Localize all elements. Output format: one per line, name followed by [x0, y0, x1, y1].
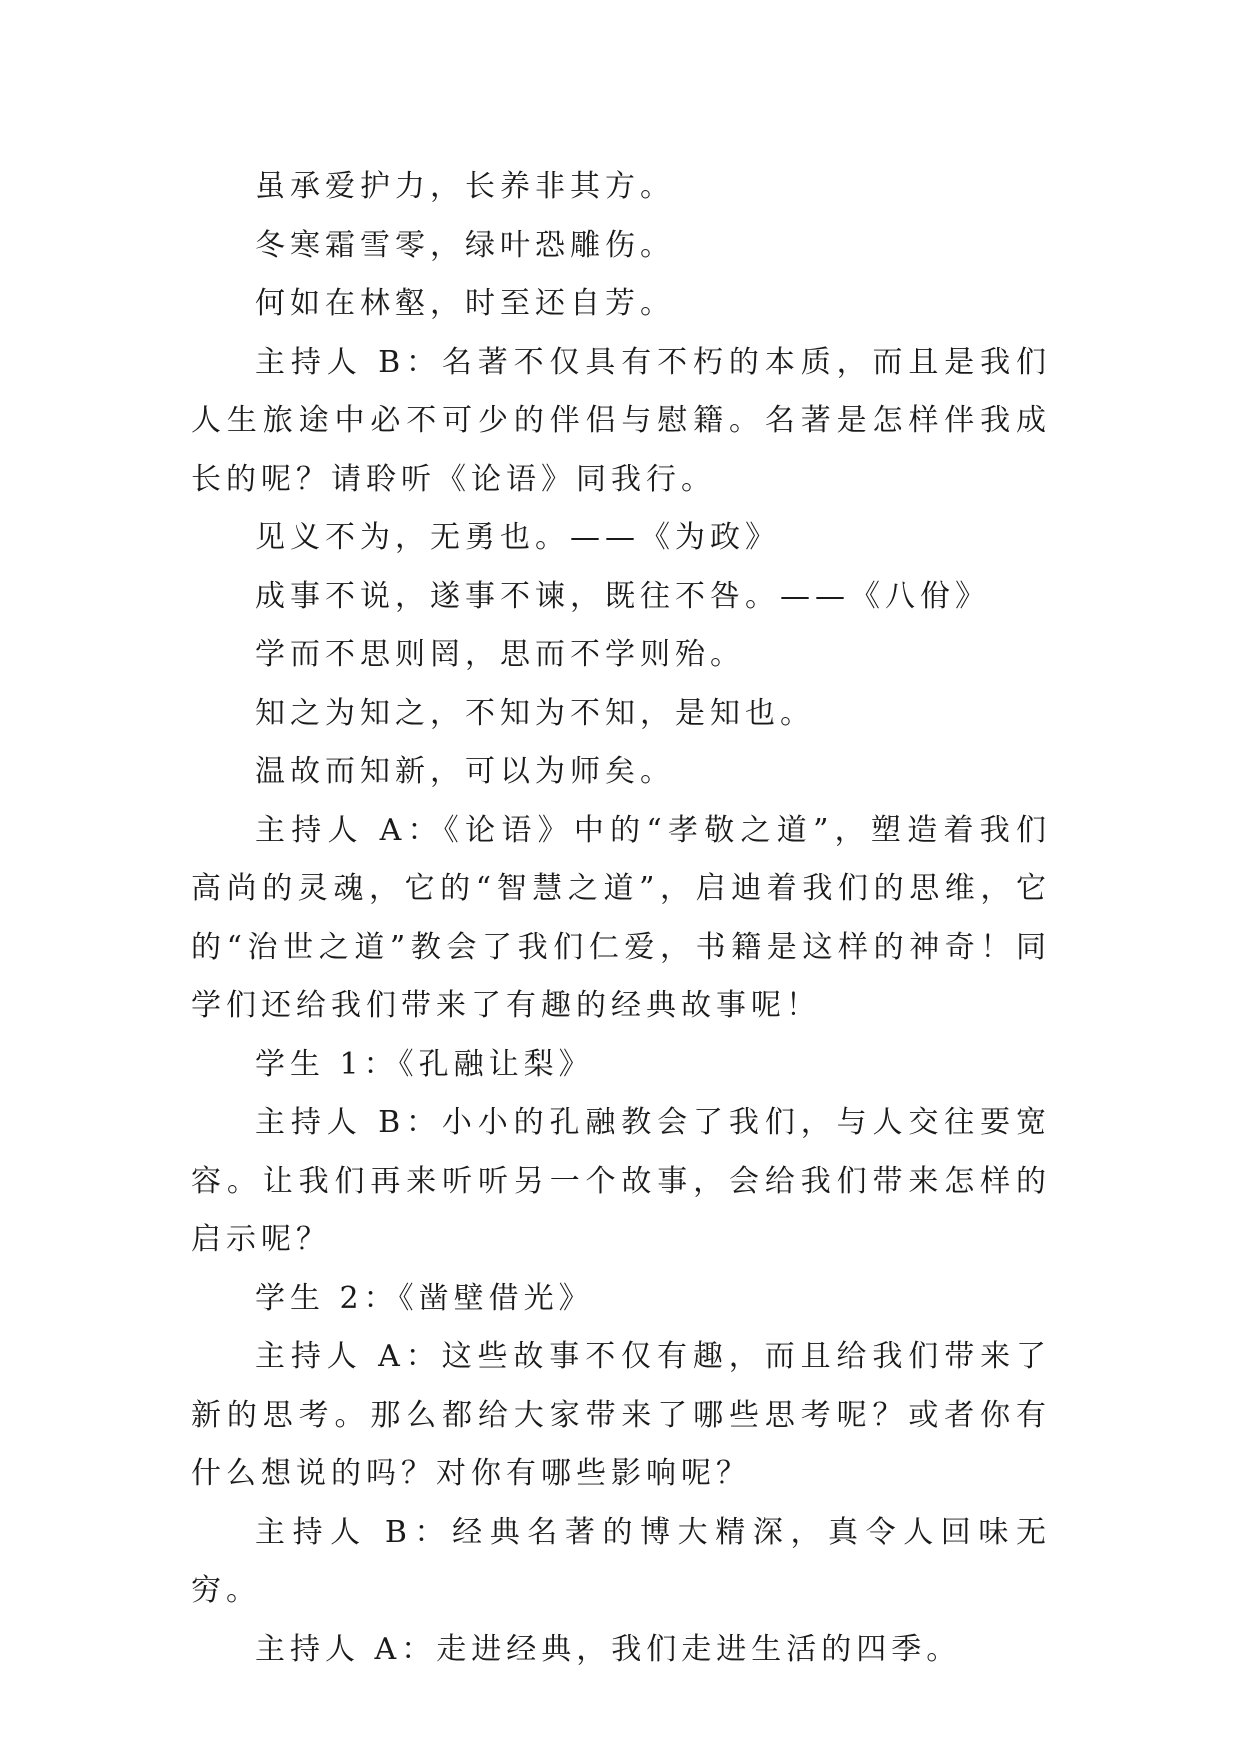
student-1-story: 学生 1：《孔融让梨》 — [255, 1046, 594, 1082]
host-a-lunyu-summary: 主持人 A：《论语》中的“孝敬之道”，塑造着我们高尚的灵魂，它的“智慧之道”，启迪着我们的思维，它的“治世之道”教会了我们仁爱，书籍是这样的神奇！同学们还给我们带来了有趣的经典故事呢！ — [191, 812, 1051, 1023]
poem-line-1: 虽承爱护力，长养非其方。 — [255, 169, 675, 204]
document-page — [191, 158, 1051, 1679]
student-2-story: 学生 2：《凿壁借光》 — [255, 1280, 594, 1316]
quote-bayi: 成事不说，遂事不谏，既往不咎。——《八佾》 — [255, 578, 990, 614]
host-a-reflection: 主持人 A：这些故事不仅有趣，而且给我们带来了新的思考。那么都给大家带来了哪些思考呢？或者你有什么想说的吗？对你有哪些影响呢？ — [191, 1339, 1051, 1491]
host-a-closing: 主持人 A：走进经典，我们走进生活的四季。 — [255, 1631, 962, 1667]
host-b-closing: 主持人 B：经典名著的博大精深，真令人回味无穷。 — [191, 1514, 1051, 1608]
host-b-intro-lunyu: 主持人 B：名著不仅具有不朽的本质，而且是我们人生旅途中必不可少的伴侣与慰籍。名著是怎样伴我成长的呢？请聆听《论语》同我行。 — [191, 344, 1051, 497]
poem-line-3: 何如在林壑，时至还自芳。 — [255, 286, 675, 321]
host-b-kongrong: 主持人 B：小小的孔融教会了我们，与人交往要宽容。让我们再来听听另一个故事，会给我们带来怎样的启示呢？ — [191, 1105, 1051, 1257]
quote-weizheng: 见义不为，无勇也。——《为政》 — [255, 520, 780, 555]
quote-wen-gu: 温故而知新，可以为师矣。 — [255, 754, 675, 789]
quote-xue-er-bu-si: 学而不思则罔，思而不学则殆。 — [255, 637, 745, 672]
poem-line-2: 冬寒霜雪零，绿叶恐雕伤。 — [255, 227, 675, 263]
quote-zhi-zhi: 知之为知之，不知为不知，是知也。 — [255, 695, 815, 731]
